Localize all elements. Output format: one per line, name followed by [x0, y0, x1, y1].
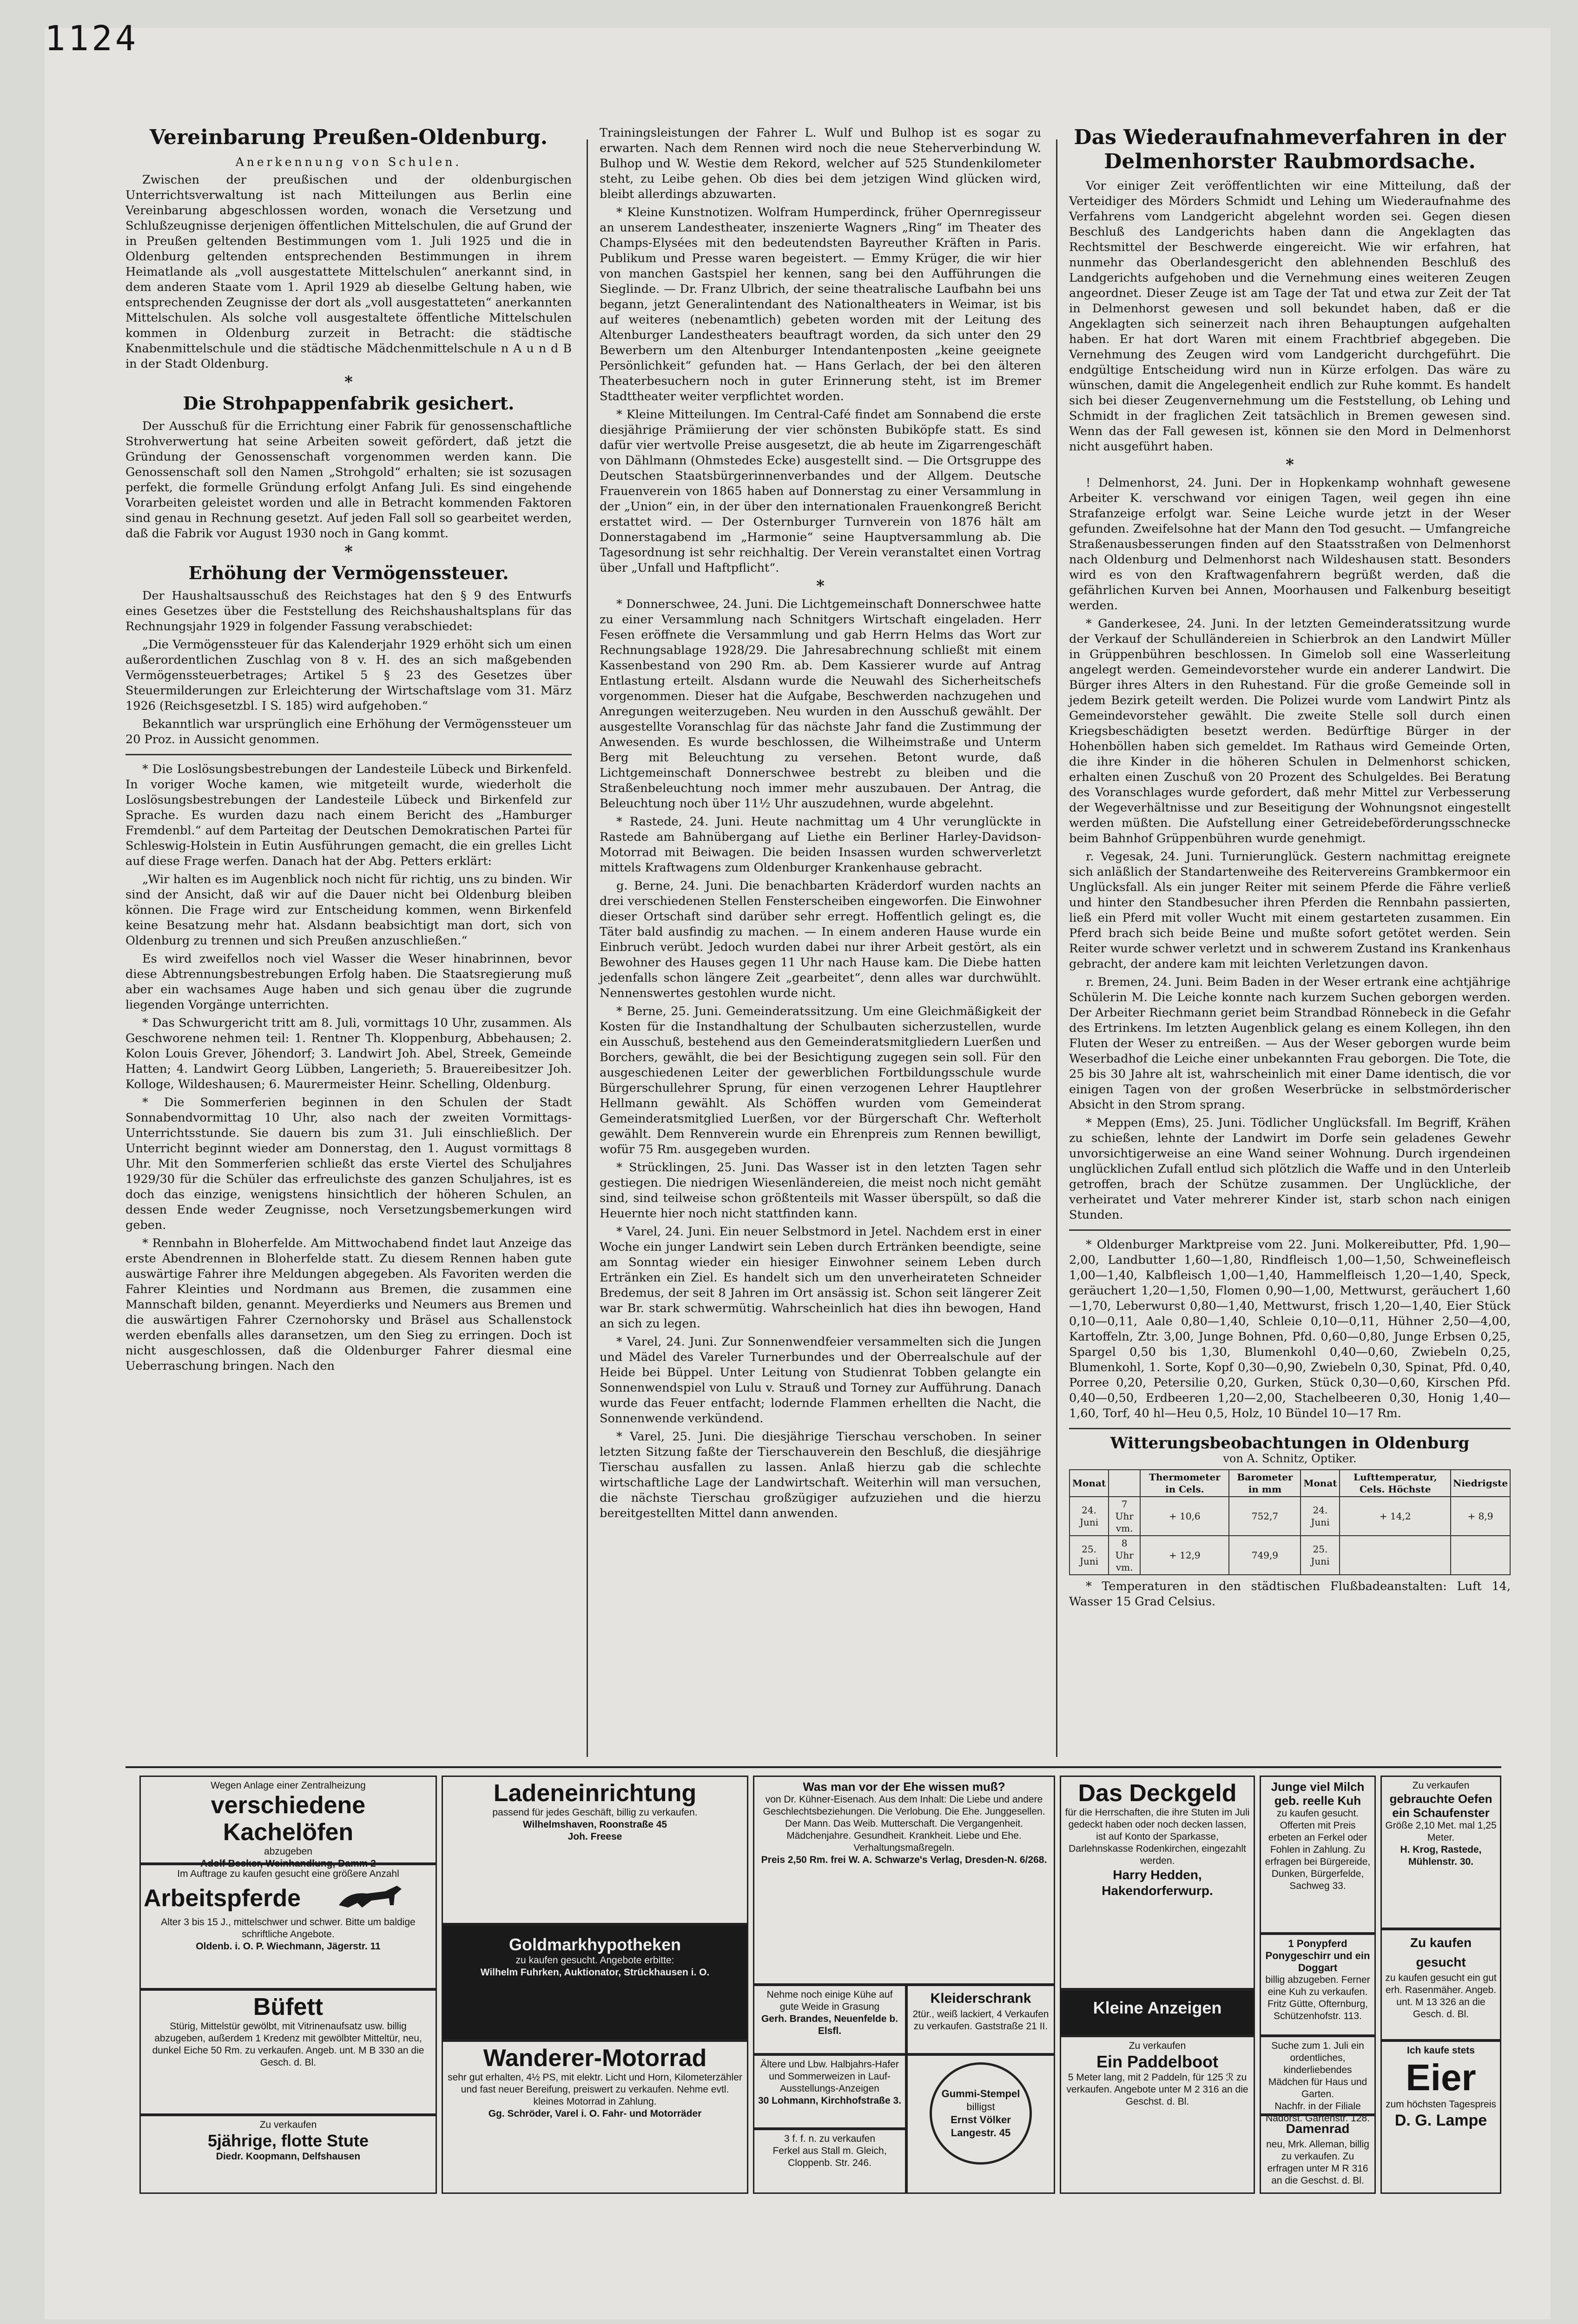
ad-goldmarkhypotheken: Goldmarkhypotheken zu kaufen gesucht. Angebote erbitte: Wilhelm Fuhrken, Auktionator, Strückhausen i. O.	[442, 1924, 748, 2040]
weather-cell	[1340, 1536, 1451, 1575]
weather-cell	[1451, 1536, 1510, 1575]
column-rule	[1056, 139, 1057, 1757]
separator-star: *	[344, 542, 353, 561]
headline: Vereinbarung Preußen-Oldenburg.	[149, 125, 548, 149]
news-item: Es wird zweifellos noch viel Wasser die Weser hinabrinnen, bevor diese Abtrennungsbestrebungen Erfolg haben. Die Staatsregierung muß aber ein wachsames Auge haben und sich genau über die zugrunde liegenden Vorgänge unterrichten.	[125, 952, 572, 1012]
column-1	[125, 125, 572, 1377]
ad-bueffet: Büfett Stürig, Mittelstür gewölbt, mit Vitrinenaufsatz usw. billig abzugeben, außerdem 1 Kredenz mit gewölbter Mitteltür, neu, dunkel Eiche 50 Rm. zu verkaufen. Angeb. unt. M B 330 an die Gesch. d. Bl.	[139, 1989, 437, 2115]
article-paragraph: Der Haushaltsausschuß des Reichstages hat den § 9 des Entwurfs eines Gesetzes über die Feststellung des Reichshaushaltsplans für das Rechnungsjahr 1929 in folgender Fassung verabschiedet:	[125, 589, 572, 634]
article-paragraph: „Die Vermögenssteuer für das Kalenderjahr 1929 erhöht sich um einen außerordentlichen Zuschlag von 8 v. H. des an sich maßgebenden Vermögenssteuerbetrages; Artikel 5 § 23 des Gesetzes über Steuermilderungen zur Erleichterung der Wirtschaftslage vom 31. März 1926 (Reichsgesetzbl. I S. 185) wird aufgehoben.“	[125, 638, 572, 713]
divider	[125, 754, 572, 755]
article-paragraph: Der Ausschuß für die Errichtung einer Fabrik für genossenschaftliche Strohverwertung hat seine Arbeiten soweit gefördert, daß jetzt die Gründung der Genossenschaft vorgenommen werden kann. Die Genossenschaft soll den Namen „Strohgold“ erhalten; sie ist sozusagen perfekt, die formelle Gründung erfolgt Anfang Juli. Es sind eingehende Vorarbeiten geleistet worden und alle in Betracht kommenden Faktoren sind genau in Rechnung gesetzt. Auf jeden Fall soll so gearbeitet werden, daß die Fabrik vor August 1930 noch in Gang kommt.	[125, 419, 572, 541]
column-rule	[587, 139, 588, 1757]
horse-icon	[334, 1882, 409, 1915]
news-item: * Die Sommerferien beginnen in den Schulen der Stadt Sonnabendvormittag 10 Uhr, also nach der zweiten Vormittags-Unterrichtsstunde. Sie dauern bis zum 31. Juli einschließlich. Der Unterricht beginnt wieder am Donnerstag, den 1. August vormittags 8 Uhr. Mit den Sommerferien schließt das erste Viertel des Schuljahres 1929/30 für die Schüler das erfreulichste des ganzen Schuljahres, ist es doch das einzige, wenigstens hinsichtlich der höheren Schulen, an dessen Ende weder Zeugnisse, noch Versetzungsbemerkungen wird geben.	[125, 1096, 572, 1232]
weather-cell: 25. Juni	[1301, 1536, 1340, 1575]
news-item: * Donnerschwee, 24. Juni. Die Lichtgemeinschaft Donnerschwee hatte zu einer Versammlung nach Schnitgers Wirtschaft eingeladen. Herr Fesen eröffnete die Versammlung und gab Herrn Helms das Wort zur Rechnungsablage 1928/29. Die Jahresabrechnung schließt mit einem Kassenbestand von 290 Rm. ab. Dem Kassierer wurde auf Antrag Entlastung erteilt. Alsdann wurde die Neuwahl des Sicherheitschefs vorgenommen. Dieser hat die Aufgabe, Beschwerden nachzugehen und Anregungen weiterzugeben. Neu wurden in den Ausschuß gewählt. Der ausgestellte Voranschlag für das nächste Jahr fand die Zustimmung der Anwesenden. Es wurde beschlossen, die Wilheimstraße und Unterm Berg mit Beleuchtung zu versehen. Betont wurde, daß Lichtgemeinschaft Donnerschwee bestrebt zu bleiben und die Straßenbeleuchtung noch immer mehr auszubauen. Der Antrag, die Beleuchtung noch über 11½ Uhr auszudehnen, wurde abgelehnt.	[600, 597, 1041, 811]
ad-wanderer-motorrad: Wanderer-Motorrad sehr gut erhalten, 4½ PS, mit elektr. Licht und Horn, Kilometerzähler und fast neuer Bereifung, preiswert zu verkaufen. Nehme evtl. kleines Motorrad in Zahlung. Gg. Schröder, Varel i. O. Fahr- und Motorräder	[442, 2040, 748, 2194]
article-paragraph: Zwischen der preußischen und der oldenburgischen Unterrichtsverwaltung ist nach Mitteilungen aus Berlin eine Vereinbarung abgeschlossen worden, wonach die Versetzung und Schlußzeugnisse derjenigen öffentlichen Mittelschulen, die auf Grund der in Preußen geltenden Bestimmungen vom 1. Juli 1925 und die in Oldenburg geltenden entsprechenden Bestimmungen in ihrem Heimatlande als „voll ausgestattete Mittelschulen“ anerkannt sind, in dem anderen Staate vom 1. April 1929 ab dieselbe Geltung haben, wie entsprechenden Zeugnisse der dort als „voll ausgestatteten“ anerkannten Mittelschulen. Als solche voll ausgestaltete öffentliche Mittelschulen kommen in Oldenburg zurzeit in Betracht: die städtische Knabenmittelschule und die städtische Mädchenmittelschule n A u n d B in der Stadt Oldenburg.	[125, 173, 572, 371]
ad-arbeitspferde: Im Auftrage zu kaufen gesucht eine größere Anzahl Arbeitspferde Alter 3 bis 15 J., mittelschwer und schwer. Bitte um baldige schriftliche Angebote. Oldenb. i. O. P. Wiechmann, Jägerstr. 11	[139, 1864, 437, 1989]
news-item: * Kleine Kunstnotizen. Wolfram Humperdinck, früher Opernregisseur an unserem Landestheater, inszenierte Wagners „Ring“ im Theater des Champs-Elysées mit den bedeutendsten Bayreuther Kräften in Paris. Publikum und Presse waren begeistert. — Emmy Krüger, die wir hier von manchen Gastspiel her kennen, sang bei den Aufführungen die Sieglinde. — Dr. Franz Ulbrich, der seine theatralische Laufbahn bei uns begann, jetzt Generalintendant des Nationaltheaters in Weimar, ist bis auf weiteres (nebenamtlich) gebeten worden mit der Leitung des Altenburger Landestheaters beauftragt worden, da sich unter den 29 Bewerbern um den Altenburger Intendantenposten „keine geeignete Persönlichkeit“ gefunden hat. — Hans Gerlach, der bei den älteren Theaterbesuchern noch in guter Erinnerung steht, ist im Bremer Stadttheater weiter verpflichtet worden.	[600, 205, 1041, 403]
weather-cell: 24. Juni	[1070, 1497, 1109, 1536]
news-item: * Varel, 24. Juni. Zur Sonnenwendfeier versammelten sich die Jungen und Mädel des Vareler Turnerbundes und der Oberrealschule auf der Heide bei Büppel. Unter Leitung von Studienrat Tobben gelangte ein Sonnenwendspiel von Lulu v. Strauß und Torney zur Aufführung. Danach wurde das Feuer entfacht; lodernde Flammen erhellten die Nacht, die Sonnenwende verkündend.	[600, 1335, 1041, 1426]
news-item: * Das Schwurgericht tritt am 8. Juli, vormittags 10 Uhr, zusammen. Als Geschworene nehmen teil: 1. Rentner Th. Kloppenburg, Abbehausen; 2. Kolon Louis Grever, Jöhendorf; 3. Landwirt Joh. Abel, Streek, Gemeinde Hatten; 4. Landwirt Georg Lübben, Langerieth; 5. Brauereibesitzer Joh. Kolloge, Wildeshausen; 6. Maurermeister Heinr. Schelling, Oldenburg.	[125, 1016, 572, 1091]
separator-star: *	[344, 373, 353, 391]
ad-ferkel: 3 f. f. n. zu verkaufen Ferkel aus Stall m. Gleich, Cloppenb. Str. 246.	[753, 2129, 906, 2194]
ad-deckgeld: Das Deckgeld für die Herrschaften, die ihre Stuten im Juli gedeckt haben oder noch decken lassen, ist auf Konto der Sparkasse, Darlehnskasse Rodenkirchen, eingezahlt werden. Harry Hedden, Hakendorferwurp.	[1060, 1776, 1255, 1989]
news-item: Trainingsleistungen der Fahrer L. Wulf und Bulhop ist es sogar zu erwarten. Nach dem Rennen wird noch die neue Steherverbindung W. Bulhop und W. Westie dem Rekord, welcher auf 525 Stundenkilometer steht, zu Leibe gehen. Ob dies bei dem jetzigen Wind glücken wird, bleibt allerdings abzuwarten.	[600, 126, 1041, 201]
weather-header: Thermometer in Cels.	[1140, 1470, 1229, 1497]
ad-damenrad: Damenrad neu, Mrk. Alleman, billig zu verkaufen. Zu erfragen unter M R 316 an die Geschst. d. Bl.	[1260, 2115, 1376, 2194]
weather-cell: + 14,2	[1340, 1497, 1451, 1536]
separator-star: *	[816, 577, 825, 595]
news-item: * Kleine Mitteilungen. Im Central-Café findet am Sonnabend die erste diesjährige Prämiierung der vier schönsten Bubiköpfe statt. Es sind dafür vier wertvolle Preise ausgesetzt, die ab heute im Zigarrengeschäft von Dählmann (Ohmstedes Ecke) ausgestellt sind. — Die Ortsgruppe des Deutschen Staatsbürgerinnenverbandes und der Allgem. Deutsche Frauenverein von 1865 haben auf Donnerstag zu einer Versammlung in der „Union“ ein, in der über den internationalen Frauenkongreß Bericht erstattet wird. — Der Osternburger Turnverein von 1876 hält am Donnerstagabend im „Harmonie“ seine Hauptversammlung ab. Die Tagesordnung ist sehr reichhaltig. Der Verein veranstaltet einen Vortrag über „Unfall und Haftpflicht“.	[600, 408, 1041, 575]
news-item: * Ganderkesee, 24. Juni. In der letzten Gemeinderatssitzung wurde der Verkauf der Schulländereien in Schierbrok an den Landwirt Müller in Grüppenbühren beschlossen. In Gimelob soll eine Wasserleitung angelegt werden. Gemeindevorsteher wurde ein anderer Landwirt. Die Bürger ihres Alters in den Ruhestand. Für die große Gemeinde soll in jedem Bezirk geteilt werden. Die Polizei wurde vom Landwirt Pintz als Gemeindevorsteher gewählt. Die zweite Stelle soll durch einen Kriegsbeschädigten besetzt werden. Bedürftige Bürger in der Hohenböllen haben sich gemeldet. Im Rathaus wird Gemeinde Orten, die ihre Kinder in die höheren Schulen in Delmenhorst schicken, erhalten einen Zuschuß von 20 Prozent des Schulgeldes. Bei Beratung des Voranschlages wurde gefordert, daß mehr Mittel zur Verbesserung der Wegeverhältnisse und zur Beseitigung der Wohnungsnot eingestellt werden müßten. Die Aufstellung einer Getreidebeförderungsschnecke beim Bahnhof Grüppenbühren wurde genehmigt.	[1069, 617, 1511, 845]
column-3	[1069, 125, 1511, 1612]
weather-header: Niedrigste	[1451, 1470, 1510, 1497]
table-row	[1070, 1536, 1510, 1575]
ad-ladeneinrichtung: Ladeneinrichtung passend für jedes Geschäft, billig zu verkaufen. Wilhelmshaven, Roonstraße 45 Joh. Freese	[442, 1776, 748, 1924]
weather-cell: 25. Juni	[1070, 1536, 1109, 1575]
ad-ponygeschirr: 1 Ponypferd Ponygeschirr und ein Doggart billig abzugeben. Ferner eine Kuh zu verkaufen. Fritz Gütte, Ofternburg, Schützenhofstr. 113.	[1260, 1934, 1376, 2036]
weather-cell: 749,9	[1229, 1536, 1301, 1575]
weather-cell: + 8,9	[1451, 1497, 1510, 1536]
ad-kleine-anzeigen: Kleine Anzeigen	[1060, 1989, 1255, 2036]
ad-oefen-schaufenster: Zu verkaufen gebrauchte Oefen ein Schaufenster Größe 2,10 Met. mal 1,25 Meter. H. Krog, Rastede, Mühlenstr. 30.	[1380, 1776, 1501, 1929]
ad-ehe-buch: Was man vor der Ehe wissen muß? von Dr. Kühner-Eisenach. Aus dem Inhalt: Die Liebe und andere Geschlechtsbeziehungen. Die Verlobung. Die Ehe. Junggesellen. Der Mann. Das Weib. Mutterschaft. Die Vergangenheit. Mädchenjahre. Gesundheit. Krankheit. Liebe und Ehe. Verhaltungsmaßregeln. Preis 2,50 Rm. frei W. A. Schwarze's Verlag, Dresden-N. 6/268.	[753, 1776, 1055, 1985]
weather-cell: 7 Uhr vm.	[1109, 1497, 1140, 1536]
weather-header: Lufttemperatur, Cels. Höchste	[1340, 1470, 1451, 1497]
news-item: r. Vegesak, 24. Juni. Turnierunglück. Gestern nachmittag ereignete sich anläßlich der Standartenweihe des Reitervereins Grambkermoor ein Unglücksfall. Als ein junger Reiter mit seinem Pferde die Fähre verließ und hinter den Standbesucher ihren Pferden die Rennbahn passierten, ließ ein Pferd mit voller Wucht mit einem gestarteten zusammen. Ein Pferd brach sich beide Beine und mußte sofort getötet werden. Sein Reiter wurde schwer verletzt und in schwerem Zustand ins Krankenhaus gebracht, der andere kam mit leichten Verletzungen davon.	[1069, 850, 1511, 971]
ad-eier: Ich kaufe stets Eier zum höchsten Tagespreis D. G. Lampe	[1380, 2040, 1501, 2194]
separator-star: *	[1286, 456, 1294, 474]
subheadline: Anerkennung von Schulen.	[235, 155, 462, 169]
ad-hafer: Ältere und Lbw. Halbjahrs-Hafer und Sommerweizen in Lauf-Ausstellungs-Anzeigen 30 Lohmann, Kirchhofstraße 3.	[753, 2054, 906, 2129]
weather-cell: 24. Juni	[1301, 1497, 1340, 1536]
news-item: * Berne, 25. Juni. Gemeinderatssitzung. Um eine Gleichmäßigkeit der Kosten für die Instandhaltung der Schulbauten sicherzustellen, wurde ein Ausschuß, bestehend aus den Gemeinderatsmitgliedern Luerßen und Borchers, gewählt, die bei der Besichtigung zugegen sein soll. Für den ausgeschiedenen Leiter der gewerblichen Fortbildungsschule wurde Bürgerschullehrer Sprung, für einen verzogenen Lehrer Hauptlehrer Hellmann gewählt. Als Schöffen wurden vom Gemeinderat Gemeinderatsmitglied Luerßen, vor der Bürgerschaft Chr. Wefterholt gewählt. Dem Rennverein wurde ein Ehrenpreis zum Rennen bewilligt, wofür 75 Rm. ausgegeben wurden.	[600, 1004, 1041, 1156]
ad-grasung: Nehme noch einige Kühe auf gute Weide in Grasung Gerh. Brandes, Neuenfelde b. Elsfl.	[753, 1985, 906, 2054]
ad-kacheloefen: Wegen Anlage einer Zentralheizung verschiedene Kachelöfen abzugeben Adolf Becker, Weinhandlung, Damm 2	[139, 1776, 437, 1864]
news-item: „Wir halten es im Augenblick noch nicht für richtig, uns zu binden. Wir sind der Ansicht, daß wir auf die Dauer nicht bei Oldenburg bleiben können. Die Frage wird zur Entscheidung kommen, wenn Birkenfeld keine Besatzung mehr hat. Alsdann beabsichtigt man dort, sich von Oldenburg zu trennen und sich Preußen anzuschließen.“	[125, 872, 572, 948]
ad-gummistempel	[906, 2054, 1055, 2194]
ad-paddelboot: Zu verkaufen Ein Paddelboot 5 Meter lang, mit 2 Paddeln, für 125 ℛ zu verkaufen. Angebote unter M 2 316 an die Geschst. d. Bl.	[1060, 2036, 1255, 2194]
ads-divider	[125, 1766, 1501, 1768]
headline: Die Strohpappenfabrik gesichert.	[183, 393, 515, 414]
news-item: * Temperaturen in den städtischen Flußbadeanstalten: Luft 14, Wasser 15 Grad Celsius.	[1069, 1579, 1511, 1609]
news-item: * Rastede, 24. Juni. Heute nachmittag um 4 Uhr verunglückte in Rastede am Bahnübergang auf Liethe ein Berliner Harley-Davidson-Motorrad mit Beiwagen. Die beiden Insassen wurden schwerverletzt mittels Kraftwagens zum Oldenburger Krankenhause gebracht.	[600, 815, 1041, 875]
ad-kuh: Junge viel Milch geb. reelle Kuh zu kaufen gesucht. Offerten mit Preis erbeten an Ferkel oder Fohlen in Zahlung. Zu erfragen bei Bürgereide, Dunken, Bürgerfelde, Sachweg 33.	[1260, 1776, 1376, 1934]
weather-header: Barometer in mm	[1229, 1470, 1301, 1497]
table-row	[1070, 1497, 1510, 1536]
ad-stute: Zu verkaufen 5jährige, flotte Stute Diedr. Koopmann, Delfshausen	[139, 2115, 437, 2194]
market-prices: * Oldenburger Marktpreise vom 22. Juni. Molkereibutter, Pfd. 1,90—2,00, Landbutter 1,60—1,80, Rindfleisch 1,00—1,50, Schweinefleisch 1,00—1,40, Kalbfleisch 1,00—1,40, Hammelfleisch 1,20—1,40, Speck, geräuchert 1,20—1,50, Flomen 0,90—1,00, Mettwurst, geräuchert 1,60—1,70, Leberwurst 0,80—1,40, Mettwurst, frisch 1,20—1,40, Eier Stück 0,10—0,11, Aale 0,80—1,40, Schleie 0,10—0,11, Hühner 2,50—4,00, Kartoffeln, Ztr. 3,00, Junge Bohnen, Pfd. 0,60—0,80, Junge Erbsen 0,25, Spargel 0,50 bis 1,30, Blumenkohl 0,40—0,60, Zwiebeln 0,25, Blumenkohl, 1. Sorte, Kopf 0,30—0,90, Zwiebeln 0,30, Spinat, Pfd. 0,40, Porree 0,20, Petersilie 0,20, Gurken, Stück 0,30—0,60, Kirschen Pfd. 0,40—0,50, Erdbeeren 1,20—2,00, Stachelbeeren 0,30, Honig 1,40—1,60, Torf, 40 hl—Heu 0,5, Holz, 10 Bündel 10—17 Rm.	[1069, 1238, 1511, 1420]
weather-subtitle: von A. Schnitz, Optiker.	[1223, 1452, 1357, 1465]
weather-cell: 752,7	[1229, 1497, 1301, 1536]
stamp-logo: Gummi-Stempel billigst Ernst Völker Langestr. 45	[930, 2062, 1032, 2165]
news-item: * Varel, 24. Juni. Ein neuer Selbstmord in Jetel. Nachdem erst in einer Woche ein junger Landwirt sein Leben durch Ertränken beendigte, seine am Sonntag wieder ein hiesiger Einwohner seinem Leben durch Ertränken ein Ziel. Es handelt sich um den unverheirateten Schneider Bredemus, der seit 8 Jahren im Ort ansässig ist. Schon seit längerer Zeit war Br. stark schwermütig. Wahrscheinlich hat dies ihn bewogen, Hand an sich zu legen.	[600, 1225, 1041, 1331]
news-item: g. Berne, 24. Juni. Die benachbarten Kräderdorf wurden nachts an drei verschiedenen Stellen Fensterscheiben eingeworfen. Die Einwohner dieser Ortschaft sind darüber sehr erregt. Hoffentlich gelingt es, die Täter bald ausfindig zu machen. — In einem anderen Hause wurde ein Einbruch verübt. Jedoch wurden dabei nur ihrer Arbeit gestört, als ein Bewohner des Hauses gegen 11 Uhr nach Hause kam. Die Diebe hatten jedenfalls schon längere Zeit „gearbeitet“, denn alles war durchwühlt. Nennenswertes gestohlen wurde nicht.	[600, 879, 1041, 1000]
weather-cell: + 12,9	[1140, 1536, 1229, 1575]
weather-cell: + 10,6	[1140, 1497, 1229, 1536]
weather-table	[1069, 1469, 1511, 1575]
column-2	[600, 125, 1041, 1524]
ad-kleiderschrank: Kleiderschrank 2tür., weiß lackiert, 4 Verkaufen zu verkaufen. Gaststraße 21 II.	[906, 1985, 1055, 2054]
divider	[1069, 1428, 1511, 1429]
news-item: * Rennbahn in Bloherfelde. Am Mittwochabend findet laut Anzeige das erste Abendrennen in Bloherfelde statt. Zu diesem Rennen haben gute auswärtige Fahrer ihre Meldungen abgegeben. Als Favoriten werden die Fahrer Kleinties und Nordmann aus Bremen, die zusammen eine Mannschaft bilden, genannt. Meyerdierks und Neumers aus Bremen und die auswärtigen Fahrer Czernohorsky und Bräsel aus Schallenstock werden ebenfalls alles daransetzen, um den Sieg zu erringen. Doch ist nicht ausgeschlossen, daß die Oldenburger Fahrer diesmal eine Ueberraschung bringen. Nach den	[125, 1236, 572, 1373]
divider	[1069, 1229, 1511, 1231]
news-item: * Meppen (Ems), 25. Juni. Tödlicher Unglücksfall. Im Begriff, Krähen zu schießen, lehnte der Landwirt im Dorfe sein geladenes Gewehr unvorsichtigerweise an eine Wand seiner Wohnung. Durch irgendeinen unglücklichen Zufall entlud sich plötzlich die Waffe und in den Unterleib getroffen, brach der Schütze zusammen. Der Unglückliche, der verheiratet und Vater mehrerer Kinder ist, starb schon nach einigen Stunden.	[1069, 1116, 1511, 1222]
weather-header: Monat	[1301, 1470, 1340, 1497]
news-item: * Die Loslösungsbestrebungen der Landesteile Lübeck und Birkenfeld. In voriger Woche kamen, wie mitgeteilt wurde, wiederholt die Loslösungsbestrebungen der Landesteile Lübeck und Birkenfeld zur Sprache. Es wurden dazu nach einem Bericht des „Hamburger Fremdenbl.“ auf dem Parteitag der Deutschen Demokratischen Partei für Schleswig-Holstein in Eutin Ausführungen gemacht, die ein grelles Licht auf diese Frage werfen. Danach hat der Abg. Petters erklärt:	[125, 762, 572, 868]
news-item: * Varel, 25. Juni. Die diesjährige Tierschau verschoben. In seiner letzten Sitzung faßte der Tierschauverein den Beschluß, die diesjährige Tierschau ausfallen zu lassen. Anlaß hierzu gab die schlechte wirtschaftliche Lage der Landwirtschaft. Weiterhin will man versuchen, die nächste Tierschau großzügiger aufzuziehen und die hierzu bereitgestellten Mittel dann anwenden.	[600, 1430, 1041, 1520]
news-item: r. Bremen, 24. Juni. Beim Baden in der Weser ertrank eine achtjährige Schülerin M. Die Leiche konnte nach kurzem Suchen geborgen werden. Der Arbeiter Riechmann geriet beim Strandbad Rönnebeck in die Gefahr des Ertrinkens. Im letzten Augenblick gelang es einem Kollegen, ihn den Fluten der Weser zu entreißen. — Aus der Weser geborgen wurde beim Weserbadhof die Leiche einer unbekannten Frau geborgen. Die Tote, die 25 bis 30 Jahre alt ist, wahrscheinlich mit einer Dame identisch, die vor einigen Tagen von der großen Weserbrücke in selbstmörderischer Absicht in den Strom sprang.	[1069, 975, 1511, 1112]
headline: Erhöhung der Vermögenssteuer.	[188, 562, 509, 583]
news-item: * Strücklingen, 25. Juni. Das Wasser ist in den letzten Tagen sehr gestiegen. Die niedrigen Wiesenländereien, die meist noch nicht gemäht sind, sind teilweise schon größtenteils mit Wasser überspült, so daß die Heuernte hier noch nicht stattfinden kann.	[600, 1161, 1041, 1221]
article-paragraph: Vor einiger Zeit veröffentlichten wir eine Mitteilung, daß der Verteidiger des Mörders Schmidt und Lehing um Wiederaufnahme des Verfahrens vom Landgericht abgelehnt worden sei. Gegen diesen Beschluß des Landgerichts haben dann die Angeklagten das Rechtsmittel der Beschwerde eingereicht. Wie wir erfahren, hat nunmehr das Oberlandesgericht den ablehnenden Beschluß des Landgerichts aufgehoben und die Vernehmung eines weiteren Zeugen angeordnet. Dieser Zeuge ist am Tage der Tat und etwa zur Zeit der Tat in Delmenhorst gewesen und soll bekundet haben, daß er die Angeklagten sich seinerzeit nach ihren Behauptungen aufgehalten haben. Er hat dort Waren mit einem Frachtbrief abgegeben. Die Vernehmung des Zeugen wird vom Landgericht durchgeführt. Die endgültige Entscheidung wird nun in Kürze erfolgen. Das wäre zu wünschen, damit die Angelegenheit endlich zur Ruhe kommt. Es handelt sich bei dieser Zeugenvernehmung um die Feststellung, ob Lehing und Schmidt in der fraglichen Zeit tatsächlich in Bremen gewesen sind. Wenn das der Fall gewesen ist, können sie den Mord in Delmenhorst nicht ausgeführt haben.	[1069, 179, 1511, 454]
weather-header	[1109, 1470, 1140, 1497]
news-item: ! Delmenhorst, 24. Juni. Der in Hopkenkamp wohnhaft gewesene Arbeiter K. verschwand vor einigen Tagen, weil gegen ihn eine Strafanzeige erfolgt war. Seine Leiche wurde jetzt in der Weser gefunden. Zweifelsohne hat der Mann den Tod gesucht. — Umfangreiche Straßenausbesserungen finden auf den Staatsstraßen von Delmenhorst nach Oldenburg und Delmenhorst nach Wildeshausen statt. Besonders wird es von den Kraftwagenfahrern begrüßt werden, daß die gefährlichen Kurven bei Annen, Moorhausen und Falkenburg beseitigt werden.	[1069, 476, 1511, 613]
article-paragraph: Bekanntlich war ursprünglich eine Erhöhung der Vermögenssteuer um 20 Proz. in Aussicht genommen.	[125, 717, 572, 746]
weather-title: Witterungsbeobachtungen in Oldenburg	[1110, 1434, 1470, 1452]
weather-header: Monat	[1070, 1470, 1109, 1497]
headline: Das Wiederaufnahmeverfahren in der Delmenhorster Raubmordsache.	[1074, 125, 1506, 173]
ad-rasenmaeher: Zu kaufen gesucht zu kaufen gesucht ein gut erh. Rasenmäher. Angeb. unt. M 13 326 an die Gesch. d. Bl.	[1380, 1929, 1501, 2040]
page-number: 1124	[45, 19, 139, 59]
weather-cell: 8 Uhr vm.	[1109, 1536, 1140, 1575]
ad-maedchen: Suche zum 1. Juli ein ordentliches, kinderliebendes Mädchen für Haus und Garten. Nachfr. in der Filiale Nadorst. Gartenstr. 128.	[1260, 2036, 1376, 2115]
